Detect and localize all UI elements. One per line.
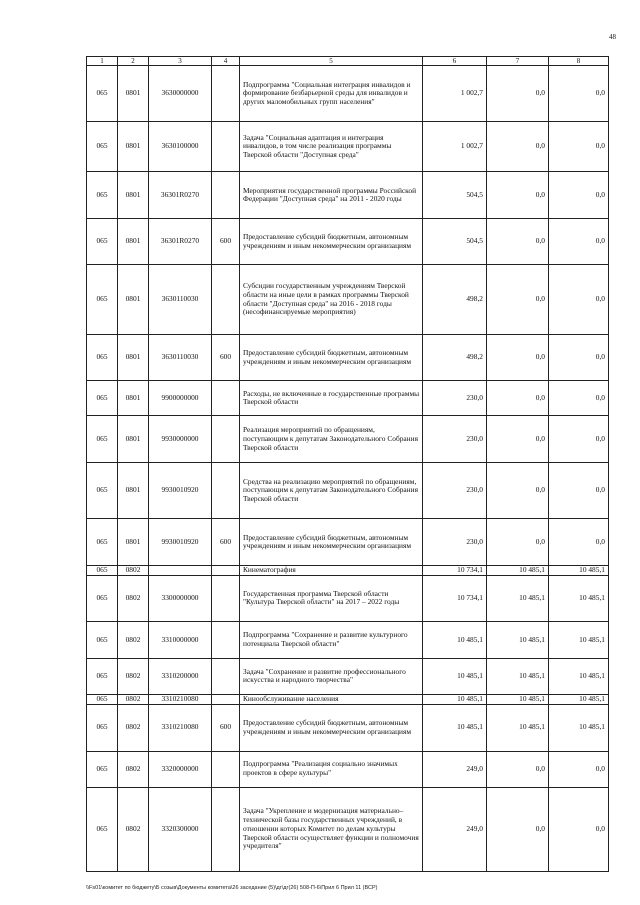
cell-target-article: 3630100000 bbox=[149, 122, 212, 172]
cell-ved: 065 bbox=[87, 787, 118, 871]
cell-amount-2019: 0,0 bbox=[487, 122, 549, 172]
cell-expense-type bbox=[212, 621, 240, 658]
cell-amount-2020: 0,0 bbox=[549, 381, 609, 416]
cell-expense-type bbox=[212, 66, 240, 122]
column-header-4: 4 bbox=[212, 57, 240, 66]
cell-amount-2019: 10 485,1 bbox=[487, 704, 549, 751]
column-header-5: 5 bbox=[240, 57, 423, 66]
cell-amount-2019: 0,0 bbox=[487, 463, 549, 519]
cell-name: Кинообслуживание населения bbox=[240, 694, 423, 704]
cell-amount-2020: 0,0 bbox=[549, 519, 609, 566]
cell-amount-2020: 0,0 bbox=[549, 787, 609, 871]
table-row bbox=[87, 335, 609, 381]
column-header-2: 2 bbox=[118, 57, 149, 66]
cell-amount-2018: 10 485,1 bbox=[423, 694, 487, 704]
column-header-8: 8 bbox=[549, 57, 609, 66]
cell-amount-2019: 10 485,1 bbox=[487, 658, 549, 694]
cell-ved: 065 bbox=[87, 566, 118, 576]
cell-amount-2019: 10 485,1 bbox=[487, 621, 549, 658]
cell-section: 0801 bbox=[118, 519, 149, 566]
cell-target-article: 3320300000 bbox=[149, 787, 212, 871]
cell-target-article: 9930000000 bbox=[149, 416, 212, 463]
cell-name: Подпрограмма "Социальная интеграция инвалидов и формирование безбарьерной среды для инвалидов и других маломобильных групп населения" bbox=[240, 66, 423, 122]
table-body bbox=[87, 66, 609, 871]
cell-expense-type: 600 bbox=[212, 704, 240, 751]
cell-amount-2020: 0,0 bbox=[549, 219, 609, 265]
cell-expense-type bbox=[212, 381, 240, 416]
cell-section: 0801 bbox=[118, 66, 149, 122]
cell-target-article: 3310210080 bbox=[149, 704, 212, 751]
table-row bbox=[87, 566, 609, 576]
cell-amount-2020: 10 485,1 bbox=[549, 658, 609, 694]
cell-expense-type bbox=[212, 265, 240, 335]
cell-target-article: 9930010920 bbox=[149, 519, 212, 566]
table-row bbox=[87, 122, 609, 172]
cell-ved: 065 bbox=[87, 335, 118, 381]
column-header-1: 1 bbox=[87, 57, 118, 66]
cell-amount-2019: 0,0 bbox=[487, 172, 549, 219]
cell-name: Субсидии государственным учреждениям Тверской области на иные цели в рамках программы Тверской области "Доступная среда" на 2016 - 2018 годы (несофинансируемые мероприятия) bbox=[240, 265, 423, 335]
cell-amount-2018: 230,0 bbox=[423, 381, 487, 416]
cell-amount-2019: 0,0 bbox=[487, 335, 549, 381]
cell-section: 0802 bbox=[118, 751, 149, 787]
cell-ved: 065 bbox=[87, 519, 118, 566]
cell-ved: 065 bbox=[87, 265, 118, 335]
cell-amount-2020: 0,0 bbox=[549, 416, 609, 463]
column-header-6: 6 bbox=[423, 57, 487, 66]
cell-expense-type bbox=[212, 172, 240, 219]
cell-ved: 065 bbox=[87, 575, 118, 621]
cell-target-article: 3310200000 bbox=[149, 658, 212, 694]
cell-amount-2020: 0,0 bbox=[549, 122, 609, 172]
cell-amount-2019: 0,0 bbox=[487, 416, 549, 463]
cell-amount-2019: 0,0 bbox=[487, 381, 549, 416]
column-header-3: 3 bbox=[149, 57, 212, 66]
cell-amount-2018: 10 485,1 bbox=[423, 621, 487, 658]
cell-section: 0801 bbox=[118, 416, 149, 463]
cell-section: 0801 bbox=[118, 265, 149, 335]
cell-expense-type bbox=[212, 694, 240, 704]
cell-amount-2019: 10 485,1 bbox=[487, 575, 549, 621]
table-row bbox=[87, 575, 609, 621]
cell-amount-2019: 0,0 bbox=[487, 787, 549, 871]
cell-amount-2019: 0,0 bbox=[487, 219, 549, 265]
table-row bbox=[87, 704, 609, 751]
cell-ved: 065 bbox=[87, 694, 118, 704]
cell-target-article: 3310000000 bbox=[149, 621, 212, 658]
cell-ved: 065 bbox=[87, 621, 118, 658]
cell-section: 0802 bbox=[118, 621, 149, 658]
cell-target-article: 36301R0270 bbox=[149, 172, 212, 219]
cell-section: 0801 bbox=[118, 381, 149, 416]
cell-ved: 065 bbox=[87, 751, 118, 787]
cell-expense-type bbox=[212, 751, 240, 787]
cell-name: Предоставление субсидий бюджетным, автономным учреждениям и иным некоммерческим организациям bbox=[240, 219, 423, 265]
budget-table bbox=[86, 56, 609, 872]
table-row bbox=[87, 787, 609, 871]
cell-section: 0801 bbox=[118, 122, 149, 172]
cell-section: 0802 bbox=[118, 658, 149, 694]
cell-section: 0802 bbox=[118, 694, 149, 704]
cell-amount-2018: 249,0 bbox=[423, 787, 487, 871]
cell-amount-2020: 10 485,1 bbox=[549, 704, 609, 751]
table-row bbox=[87, 381, 609, 416]
table-row bbox=[87, 621, 609, 658]
cell-target-article: 3310210080 bbox=[149, 694, 212, 704]
table-row bbox=[87, 694, 609, 704]
cell-amount-2018: 1 002,7 bbox=[423, 66, 487, 122]
table-row bbox=[87, 172, 609, 219]
cell-target-article: 3630110030 bbox=[149, 265, 212, 335]
cell-expense-type bbox=[212, 566, 240, 576]
cell-amount-2019: 0,0 bbox=[487, 66, 549, 122]
cell-amount-2018: 230,0 bbox=[423, 416, 487, 463]
cell-target-article: 3630110030 bbox=[149, 335, 212, 381]
cell-amount-2020: 10 485,1 bbox=[549, 694, 609, 704]
table-row bbox=[87, 416, 609, 463]
cell-amount-2018: 504,5 bbox=[423, 172, 487, 219]
cell-name: Кинематография bbox=[240, 566, 423, 576]
cell-name: Предоставление субсидий бюджетным, автономным учреждениям и иным некоммерческим организациям bbox=[240, 519, 423, 566]
cell-section: 0802 bbox=[118, 575, 149, 621]
cell-target-article: 3320000000 bbox=[149, 751, 212, 787]
cell-amount-2018: 498,2 bbox=[423, 265, 487, 335]
page-number: 48 bbox=[609, 33, 616, 41]
cell-ved: 065 bbox=[87, 416, 118, 463]
cell-ved: 065 bbox=[87, 219, 118, 265]
cell-name: Подпрограмма "Сохранение и развитие культурного потенциала Тверской области" bbox=[240, 621, 423, 658]
cell-name: Средства на реализацию мероприятий по обращениям, поступающим к депутатам Законодательного Собрания Тверской области bbox=[240, 463, 423, 519]
cell-amount-2020: 10 485,1 bbox=[549, 575, 609, 621]
cell-target-article bbox=[149, 566, 212, 576]
cell-expense-type bbox=[212, 416, 240, 463]
cell-ved: 065 bbox=[87, 658, 118, 694]
cell-amount-2020: 0,0 bbox=[549, 172, 609, 219]
cell-amount-2018: 10 485,1 bbox=[423, 658, 487, 694]
cell-ved: 065 bbox=[87, 66, 118, 122]
cell-amount-2020: 0,0 bbox=[549, 265, 609, 335]
cell-section: 0801 bbox=[118, 172, 149, 219]
cell-amount-2019: 0,0 bbox=[487, 519, 549, 566]
table-row bbox=[87, 751, 609, 787]
cell-ved: 065 bbox=[87, 122, 118, 172]
cell-expense-type bbox=[212, 122, 240, 172]
cell-amount-2019: 0,0 bbox=[487, 265, 549, 335]
cell-amount-2020: 0,0 bbox=[549, 463, 609, 519]
cell-amount-2018: 10 485,1 bbox=[423, 704, 487, 751]
cell-name: Расходы, не включенные в государственные программы Тверской области bbox=[240, 381, 423, 416]
table-row bbox=[87, 219, 609, 265]
cell-amount-2018: 10 734,1 bbox=[423, 575, 487, 621]
table-row bbox=[87, 463, 609, 519]
cell-amount-2018: 504,5 bbox=[423, 219, 487, 265]
cell-amount-2020: 0,0 bbox=[549, 751, 609, 787]
cell-name: Мероприятия государственной программы Российской Федерации "Доступная среда" на 2011 - 2020 годы bbox=[240, 172, 423, 219]
cell-target-article: 36301R0270 bbox=[149, 219, 212, 265]
cell-section: 0802 bbox=[118, 566, 149, 576]
cell-section: 0801 bbox=[118, 219, 149, 265]
table-row bbox=[87, 265, 609, 335]
cell-amount-2019: 10 485,1 bbox=[487, 566, 549, 576]
cell-amount-2018: 230,0 bbox=[423, 519, 487, 566]
cell-target-article: 9900000000 bbox=[149, 381, 212, 416]
cell-amount-2019: 0,0 bbox=[487, 751, 549, 787]
cell-amount-2018: 230,0 bbox=[423, 463, 487, 519]
cell-name: Предоставление субсидий бюджетным, автономным учреждениям и иным некоммерческим организациям bbox=[240, 335, 423, 381]
cell-target-article: 3630000000 bbox=[149, 66, 212, 122]
cell-ved: 065 bbox=[87, 463, 118, 519]
cell-ved: 065 bbox=[87, 172, 118, 219]
cell-section: 0802 bbox=[118, 787, 149, 871]
cell-ved: 065 bbox=[87, 381, 118, 416]
cell-name: Задача "Сохранение и развитие профессионального искусства и народного творчества" bbox=[240, 658, 423, 694]
cell-name: Задача "Укрепление и модернизация материально–технической базы государственных учреждений, в отношении которых Комитет по делам культуры Тверской области осуществляет функции и полномочия учредителя" bbox=[240, 787, 423, 871]
cell-expense-type bbox=[212, 658, 240, 694]
cell-name: Задача "Социальная адаптация и интеграция инвалидов, в том числе реализация программы Тверской области "Доступная среда" bbox=[240, 122, 423, 172]
cell-amount-2020: 0,0 bbox=[549, 66, 609, 122]
cell-amount-2020: 10 485,1 bbox=[549, 566, 609, 576]
cell-ved: 065 bbox=[87, 704, 118, 751]
cell-section: 0801 bbox=[118, 463, 149, 519]
cell-amount-2018: 249,0 bbox=[423, 751, 487, 787]
cell-name: Подпрограмма "Реализация социально значимых проектов в сфере культуры" bbox=[240, 751, 423, 787]
cell-name: Предоставление субсидий бюджетным, автономным учреждениям и иным некоммерческим организациям bbox=[240, 704, 423, 751]
cell-target-article: 3300000000 bbox=[149, 575, 212, 621]
cell-amount-2019: 10 485,1 bbox=[487, 694, 549, 704]
footer-file-path: \\Fs01\комитет по бюджету\Б созыв\Документы комитета\26 заседание (5)\дг\дг(26) 508-П-6\Прил 6 Прил 11 (ВСР) bbox=[86, 885, 378, 891]
cell-expense-type: 600 bbox=[212, 335, 240, 381]
table-row bbox=[87, 66, 609, 122]
cell-expense-type bbox=[212, 787, 240, 871]
cell-section: 0801 bbox=[118, 335, 149, 381]
table-row bbox=[87, 519, 609, 566]
cell-expense-type bbox=[212, 463, 240, 519]
cell-expense-type: 600 bbox=[212, 219, 240, 265]
table-header-row bbox=[87, 57, 609, 66]
cell-amount-2018: 10 734,1 bbox=[423, 566, 487, 576]
cell-target-article: 9930010920 bbox=[149, 463, 212, 519]
cell-section: 0802 bbox=[118, 704, 149, 751]
cell-expense-type bbox=[212, 575, 240, 621]
cell-amount-2020: 10 485,1 bbox=[549, 621, 609, 658]
table-row bbox=[87, 658, 609, 694]
cell-amount-2020: 0,0 bbox=[549, 335, 609, 381]
column-header-7: 7 bbox=[487, 57, 549, 66]
cell-name: Реализация мероприятий по обращениям, поступающим к депутатам Законодательного Собрания Тверской области bbox=[240, 416, 423, 463]
cell-expense-type: 600 bbox=[212, 519, 240, 566]
cell-name: Государственная программа Тверской области "Культура Тверской области" на 2017 – 2022 годы bbox=[240, 575, 423, 621]
cell-amount-2018: 498,2 bbox=[423, 335, 487, 381]
cell-amount-2018: 1 002,7 bbox=[423, 122, 487, 172]
